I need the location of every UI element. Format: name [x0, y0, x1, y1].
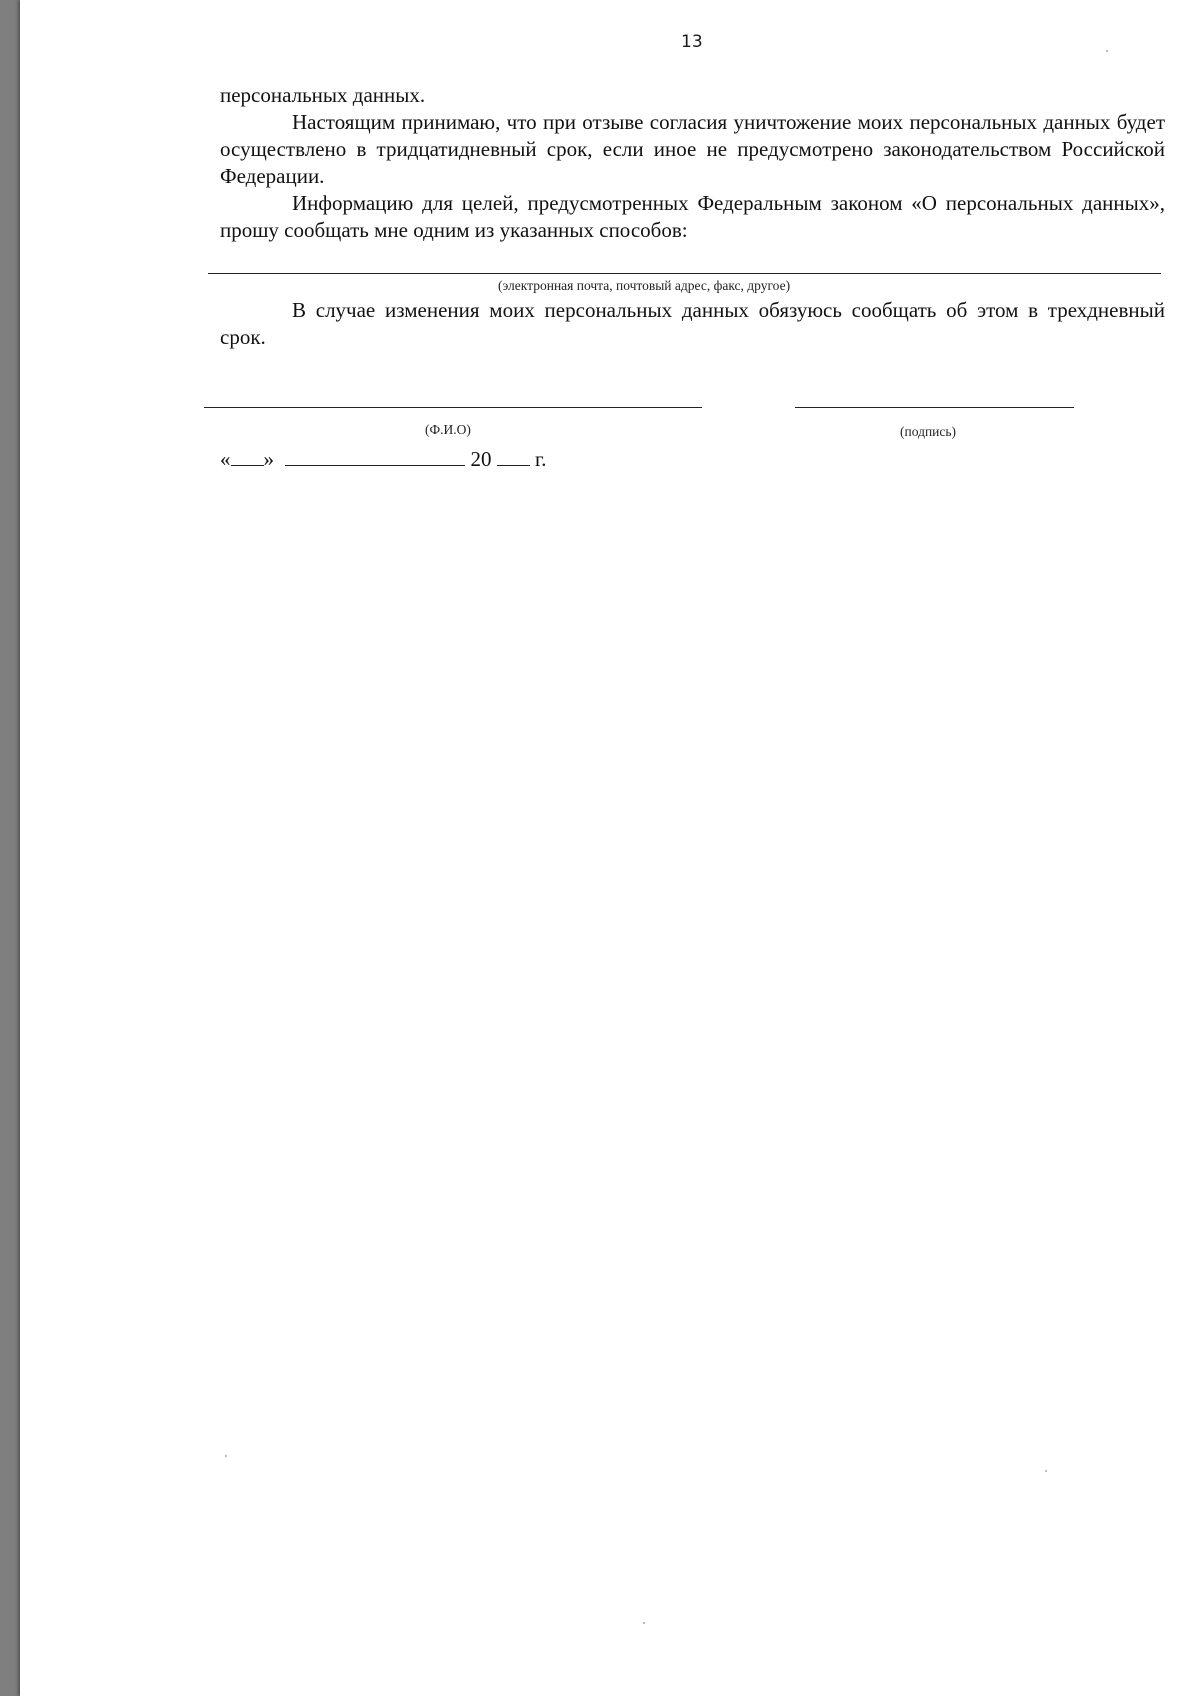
- date-line: [220, 447, 547, 472]
- scan-speck: [225, 1455, 227, 1457]
- day-blank: [231, 447, 264, 466]
- full-name-line: [204, 407, 702, 408]
- contact-methods-caption: (электронная почта, почтовый адрес, факс, другое): [498, 278, 791, 293]
- year-suffix: г.: [535, 447, 547, 471]
- year-prefix: 20: [470, 447, 492, 471]
- scan-speck: [1106, 50, 1108, 52]
- body-text-top: [220, 82, 1165, 244]
- paragraph-withdrawal-consent: Настоящим принимаю, что при отзыве согласия уничтожение моих персональных данных будет осуществлено в тридцатидневный срок, если иное не предусмотрено законодательством Российской Федерации.: [220, 110, 1165, 188]
- full-name-caption: (Ф.И.О): [425, 422, 471, 437]
- page-number: 13: [681, 32, 703, 52]
- paragraph-information-methods: Информацию для целей, предусмотренных Федеральным законом «О персональных данных», прошу сообщать мне одним из указанных способов:: [220, 191, 1165, 242]
- contact-methods-line: [208, 273, 1161, 274]
- signature-caption: (подпись): [900, 424, 957, 439]
- document-page: [20, 0, 1200, 1696]
- open-quote: «: [220, 447, 231, 471]
- paragraph-change-obligation: В случае изменения моих персональных данных обязуюсь сообщать об этом в трехдневный срок.: [220, 298, 1165, 349]
- year-blank: [497, 447, 530, 466]
- scan-speck: [643, 1622, 645, 1624]
- paragraph-continuation: персональных данных.: [220, 83, 426, 107]
- scan-speck: [1045, 1470, 1047, 1472]
- signature-line: [795, 407, 1074, 408]
- body-text-bottom: [220, 297, 1165, 351]
- close-quote: »: [263, 447, 274, 471]
- month-blank: [285, 447, 465, 466]
